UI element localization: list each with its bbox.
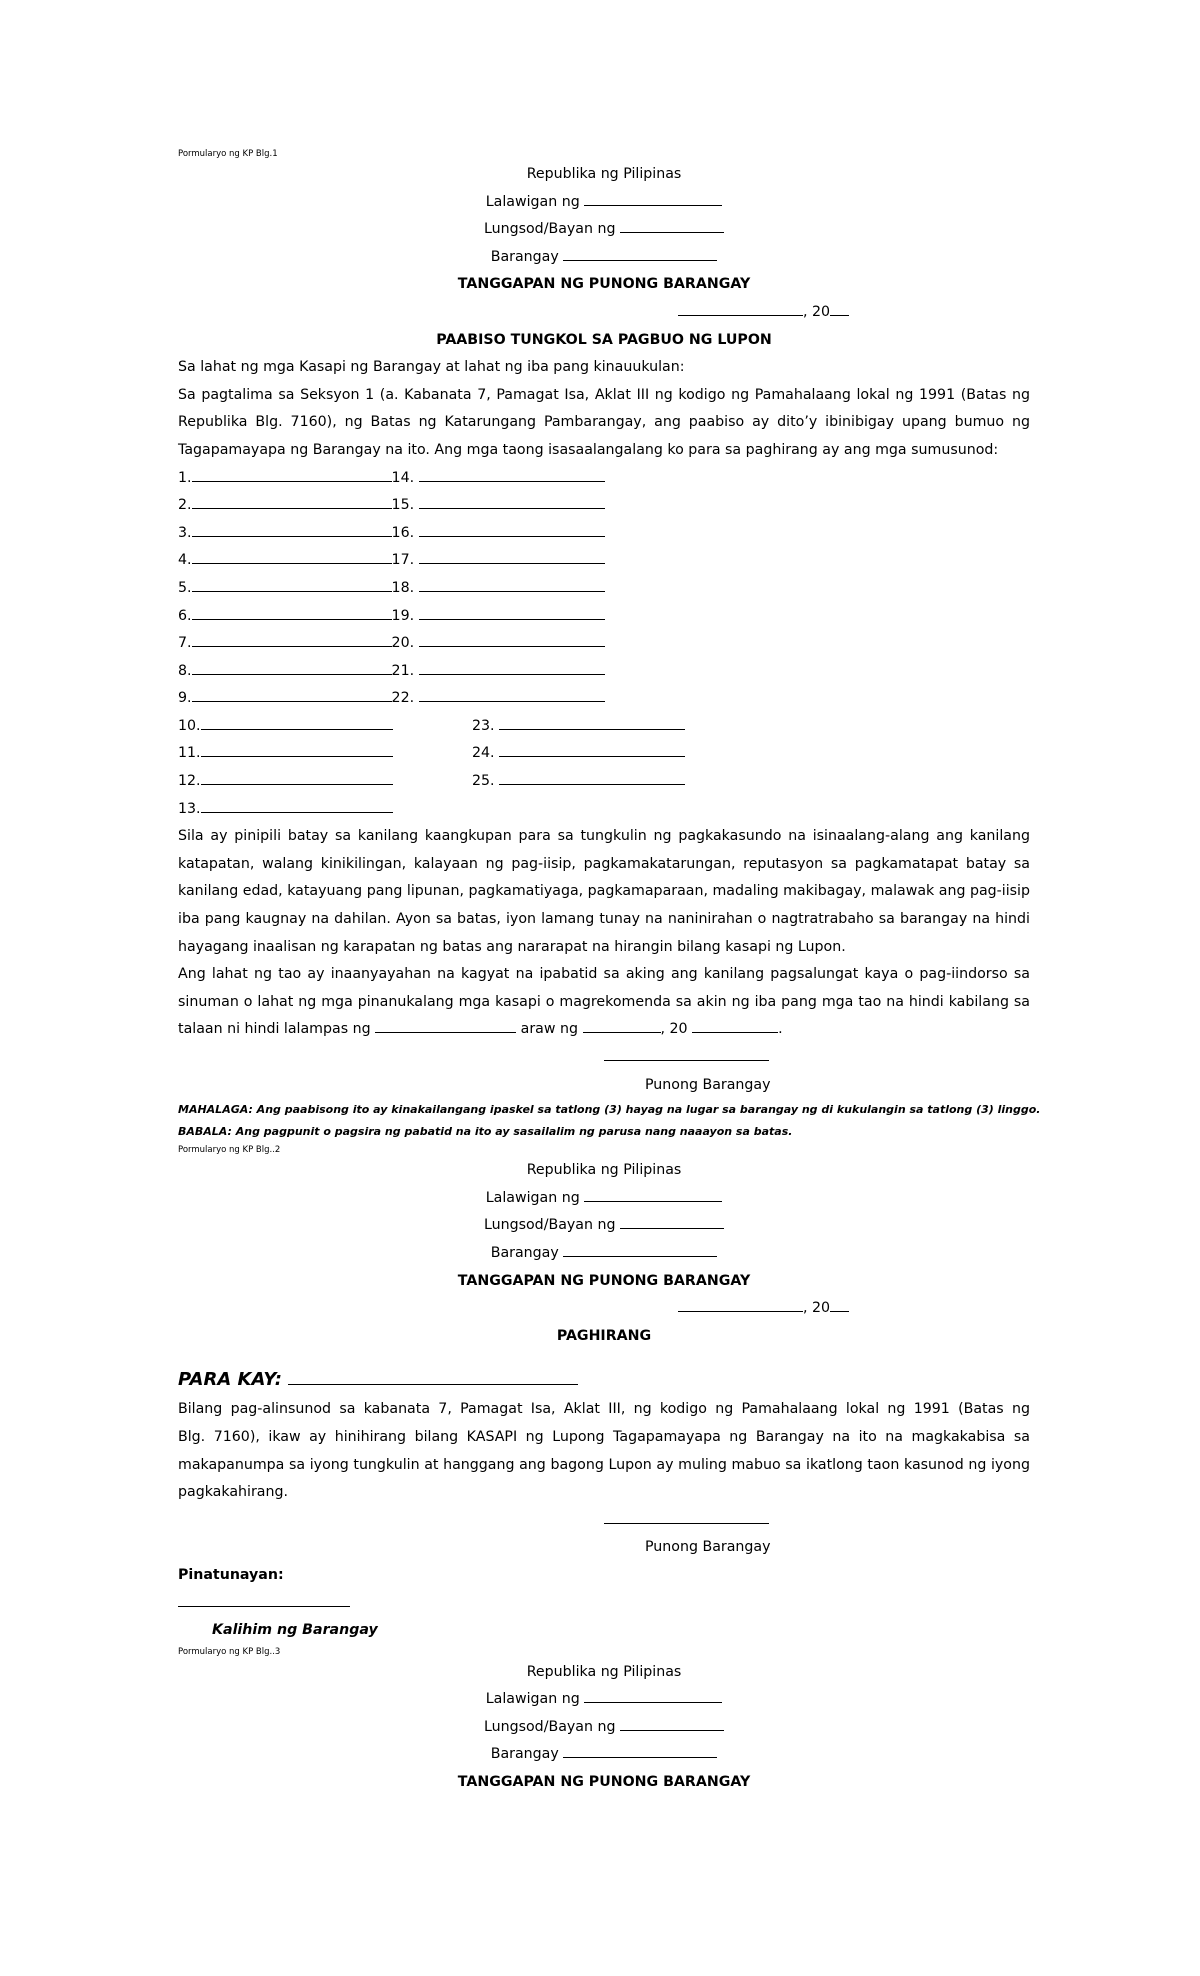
year-blank (692, 1016, 778, 1033)
barangay-line: Barangay (178, 244, 1030, 272)
republic-heading: Republika ng Pilipinas (526, 166, 682, 182)
notice-title: PAABISO TUNGKOL SA PAGBUO NG LUPON (436, 331, 772, 348)
body-line: Sila ay pinipili batay sa kanilang kaangkupan para sa tungkulin ng pagkakasundo na isinaalang-alang ang kanilang (178, 828, 1030, 845)
city-blank (620, 216, 724, 233)
date-blank (678, 299, 803, 316)
city-line: Lungsod/Bayan ng (178, 216, 1030, 244)
nominee-blank (192, 630, 392, 647)
signature-blank (604, 1046, 769, 1061)
nominee-blank (499, 740, 685, 757)
nominee-row: 9. 22. (178, 685, 1030, 713)
nominee-blank (192, 685, 392, 702)
addressee-blank (288, 1366, 578, 1385)
nominee-row: 3. 16. (178, 520, 1030, 548)
nominee-row: 1. 14. (178, 465, 1030, 493)
secretary-signature-blank (178, 1592, 350, 1607)
nominee-blank (192, 492, 392, 509)
nominee-row: 12. 25. (178, 768, 1030, 796)
nominee-blank (499, 768, 685, 785)
day-blank (583, 1016, 661, 1033)
form-3 (178, 1645, 1030, 1797)
barangay-blank (563, 1240, 717, 1257)
republic-heading: Republika ng Pilipinas (526, 1162, 682, 1179)
form-number: Pormularyo ng KP Blg.1 (178, 149, 278, 159)
form-number: Pormularyo ng KP Blg..3 (178, 1646, 281, 1657)
province-blank (584, 189, 722, 206)
form-2 (178, 1143, 1030, 1645)
city-blank (620, 1714, 724, 1731)
barangay-line: Barangay (178, 1240, 1030, 1268)
body-line: katapatan, walang kinikilingan, kalayaan ng pag-iisip, pagkamakatarungan, reputasyon sa pagkamatapat batay sa (178, 855, 1030, 872)
intro-line: Republika Blg. 7160), ng Batas ng Katarungang Pambarangay, ang paabiso ay dito’y ibinibigay upang bumuo ng (178, 414, 1030, 431)
body-line: kanilang edad, katayuang pang lipunan, pagkamatiyaga, pagkamaparaan, madaling makibagay, malawak ang pag-iisip (178, 883, 1030, 900)
form-number: Pormularyo ng KP Blg..2 (178, 1145, 281, 1156)
office-heading: TANGGAPAN NG PUNONG BARANGAY (457, 1272, 751, 1289)
signatory-label: Punong Barangay (645, 1539, 771, 1556)
document-content (178, 147, 1041, 1797)
form-1 (178, 147, 1041, 1143)
nominee-row: 10. 23. (178, 713, 1030, 741)
nominee-blank (419, 658, 605, 675)
body-line: Ang lahat ng tao ay inaanyayahan na kagyat na ipabatid sa aking ang kanilang pagsalungat kaya o pag-iindorso sa (178, 966, 1030, 983)
nominee-blank (201, 768, 393, 785)
year-blank (830, 1295, 849, 1312)
nominee-blank (192, 547, 392, 564)
province-line: Lalawigan ng (178, 189, 1030, 217)
city-line: Lungsod/Bayan ng (178, 1212, 1030, 1240)
nominee-blank (419, 465, 605, 482)
signature-line (178, 1044, 1030, 1072)
province-blank (584, 1686, 722, 1703)
office-heading: TANGGAPAN NG PUNONG BARANGAY (457, 276, 751, 293)
signatory-label: Punong Barangay (645, 1076, 771, 1093)
intro-line: Sa pagtalima sa Seksyon 1 (a. Kabanata 7, Pamagat Isa, Aklat III ng kodigo ng Pamahalaang lokal ng 1991 (Batas ng (178, 386, 1030, 403)
year-blank (830, 299, 849, 316)
attested-label: Pinatunayan: (178, 1566, 284, 1583)
deadline-line: talaan ni hindi lalampas ng araw ng , 20 . (178, 1016, 1030, 1044)
nominee-blank (201, 713, 393, 730)
nominee-blank (201, 796, 393, 813)
barangay-blank (563, 1741, 717, 1758)
barangay-line: Barangay (178, 1741, 1030, 1769)
city-blank (620, 1212, 724, 1229)
nominee-blank (419, 575, 605, 592)
signature-line (178, 1507, 1030, 1535)
nominee-blank (419, 630, 605, 647)
body-line: makapanumpa sa iyong tungkulin at hanggang ang bagong Lupon ay muling mabuo sa ikatlong taon kasunod ng iyong (178, 1456, 1030, 1473)
nominee-row: 4. 17. (178, 547, 1030, 575)
intro-line: Tagapamayapa ng Barangay na ito. Ang mga taong isasaalangalang ko para sa paghirang ay ang mga sumusunod: (178, 441, 999, 458)
office-heading: TANGGAPAN NG PUNONG BARANGAY (457, 1774, 751, 1791)
city-line: Lungsod/Bayan ng (178, 1714, 1030, 1742)
body-line: hayagang inaalisan ng karapatan ng batas ang nararapat na hirangin bilang kasapi ng Lupon. (178, 938, 846, 955)
nominee-row: 2. 15. (178, 492, 1030, 520)
body-line: pagkakahirang. (178, 1484, 288, 1501)
secretary-signature-line (178, 1590, 1030, 1618)
signature-blank (604, 1509, 769, 1524)
province-blank (584, 1185, 722, 1202)
secretary-label: Kalihim ng Barangay (212, 1622, 378, 1639)
nominee-blank (192, 465, 392, 482)
nominee-blank (192, 520, 392, 537)
salutation: Sa lahat ng mga Kasapi ng Barangay at lahat ng iba pang kinauukulan: (178, 359, 685, 376)
republic-heading: Republika ng Pilipinas (526, 1663, 682, 1680)
date-line: , 20 (178, 299, 1030, 327)
nominee-blank (419, 492, 605, 509)
nominee-blank (419, 520, 605, 537)
nominee-blank (192, 603, 392, 620)
nominee-blank (419, 685, 605, 702)
appointment-title: PAGHIRANG (556, 1327, 652, 1344)
nominee-blank (192, 575, 392, 592)
nominee-blank (419, 603, 605, 620)
days-blank (375, 1016, 516, 1033)
nominee-row: 8. 21. (178, 658, 1030, 686)
body-line: sinuman o lahat ng mga pinanukalang mga kasapi o magrekomenda sa akin ng iba pang mga tao na hindi kabilang sa (178, 993, 1030, 1010)
nominee-blank (192, 658, 392, 675)
important-note: MAHALAGA: Ang paabisong ito ay kinakailangang ipaskel sa tatlong (3) hayag na lugar sa barangay ng di kukulangin sa tatlong (3) linggo. (178, 1103, 1041, 1117)
nominee-blank (201, 740, 393, 757)
nominee-row: 11. 24. (178, 740, 1030, 768)
date-line: , 20 (178, 1295, 1030, 1323)
province-line: Lalawigan ng (178, 1185, 1030, 1213)
barangay-blank (563, 244, 717, 261)
addressee-line: PARA KAY: (178, 1364, 1030, 1396)
body-line: Blg. 7160), ikaw ay hinihirang bilang KASAPI ng Lupong Tagapamayapa ng Barangay na ito na magkakabisa sa (178, 1428, 1030, 1445)
warning-note: BABALA: Ang pagpunit o pagsira ng pabatid na ito ay sasailalim ng parusa nang naaayon sa batas. (178, 1125, 793, 1139)
nominee-blank (499, 713, 685, 730)
date-blank (678, 1295, 803, 1312)
body-line: Bilang pag-alinsunod sa kabanata 7, Pamagat Isa, Aklat III, ng kodigo ng Pamahalaang lokal ng 1991 (Batas ng (178, 1401, 1030, 1418)
body-line: iba pang kaugnay na dahilan. Ayon sa batas, iyon lamang tunay na naninirahan o nagtratrabaho sa barangay na hindi (178, 911, 1030, 928)
nominee-row: 13. (178, 796, 1030, 824)
nominee-row: 7. 20. (178, 630, 1030, 658)
nominee-row: 6. 19. (178, 603, 1030, 631)
nominee-row: 5. 18. (178, 575, 1030, 603)
nominee-blank (419, 547, 605, 564)
province-line: Lalawigan ng (178, 1686, 1030, 1714)
